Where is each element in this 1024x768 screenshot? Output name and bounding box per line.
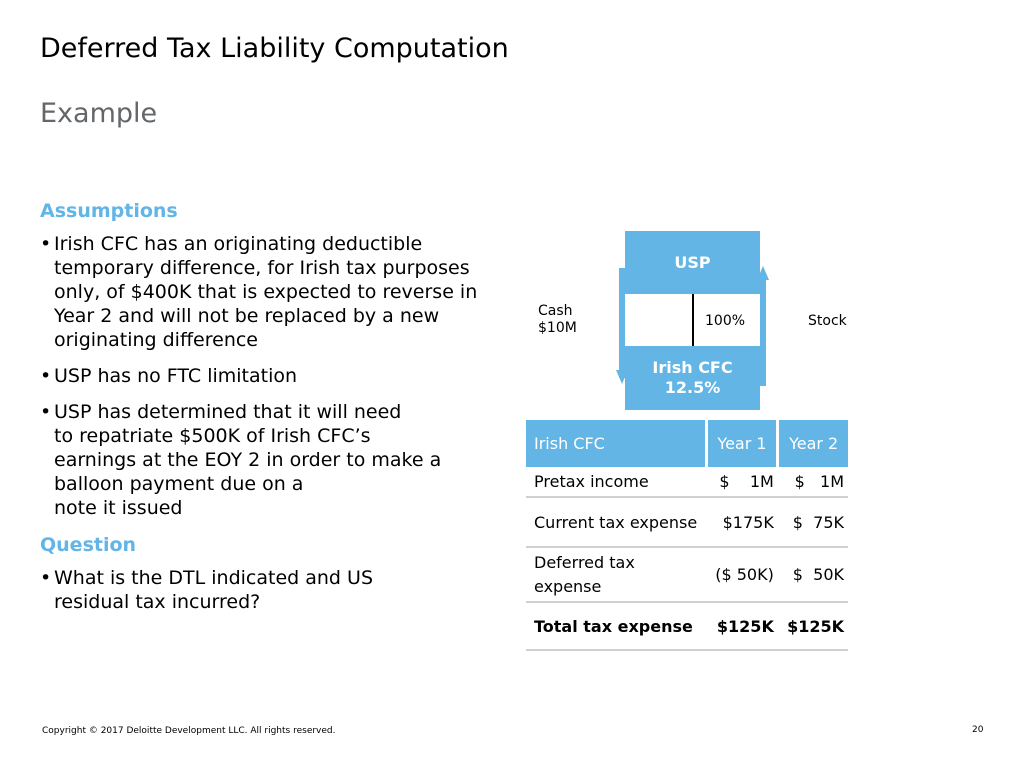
- bullet-line: • What is the DTL indicated and US: [54, 567, 374, 589]
- assumptions-panel: [40, 198, 480, 626]
- year1-value: $ 1M: [706, 467, 778, 497]
- row-label-line: expense: [534, 576, 602, 596]
- bullet-line: balloon payment due on a: [54, 473, 304, 495]
- cash-amount: $10M: [538, 320, 577, 336]
- bullet-line: only, of $400K that is expected to reverse in: [54, 281, 478, 303]
- question-heading: Question: [40, 534, 137, 556]
- bullet-line: • USP has determined that it will need: [54, 401, 402, 423]
- row-label: Current tax expense: [526, 497, 706, 547]
- column-header-entity: Irish CFC: [526, 420, 706, 467]
- cash-text: Cash: [538, 303, 573, 319]
- slide-subtitle: Example: [40, 98, 158, 129]
- stock-arrow-shaft: [760, 278, 766, 386]
- column-header-year2: Year 2: [778, 420, 848, 467]
- cfc-rate: 12.5%: [664, 378, 721, 397]
- slide-title: Deferred Tax Liability Computation: [40, 33, 509, 64]
- ownership-percent: 100%: [705, 313, 746, 329]
- bullet-line: Year 2 and will not be replaced by a new: [54, 305, 440, 327]
- year2-value: $ 50K: [778, 547, 848, 602]
- bullet-line: • Irish CFC has an originating deductible: [54, 233, 423, 255]
- tax-expense-table: [526, 420, 848, 651]
- assumption-bullet: [40, 232, 480, 352]
- bullet-line: originating difference: [54, 329, 258, 351]
- table-row: [526, 547, 848, 602]
- row-label: Total tax expense: [526, 602, 706, 650]
- cash-label: [538, 303, 577, 337]
- stock-label: Stock: [808, 313, 847, 329]
- usp-box: [625, 231, 760, 294]
- bullet-line: residual tax incurred?: [54, 591, 261, 613]
- table-row: [526, 467, 848, 497]
- cfc-name: Irish CFC: [652, 358, 733, 377]
- column-header-year1: Year 1: [706, 420, 778, 467]
- row-label: Pretax income: [526, 467, 706, 497]
- year1-value: $175K: [706, 497, 778, 547]
- bullet-line: note it issued: [54, 497, 183, 519]
- row-label: [526, 547, 706, 602]
- year1-value: $125K: [706, 602, 778, 650]
- table-header-row: [526, 420, 848, 467]
- year1-value: ($ 50K): [706, 547, 778, 602]
- copyright-footer: Copyright © 2017 Deloitte Development LLC. All rights reserved.: [42, 726, 336, 736]
- table-row-total: [526, 602, 848, 650]
- year2-value: $ 1M: [778, 467, 848, 497]
- assumption-bullet: [40, 400, 480, 520]
- row-label-line: Deferred tax: [534, 552, 635, 572]
- page-number: 20: [972, 725, 984, 735]
- assumptions-heading: Assumptions: [40, 200, 178, 222]
- question-bullet: [40, 566, 480, 614]
- irish-cfc-box: [625, 346, 760, 410]
- bullet-line: • USP has no FTC limitation: [54, 365, 298, 387]
- year2-value: $125K: [778, 602, 848, 650]
- bullet-line: temporary difference, for Irish tax purposes: [54, 257, 470, 279]
- year2-value: $ 75K: [778, 497, 848, 547]
- table-row: [526, 497, 848, 547]
- assumption-bullet: [40, 364, 480, 388]
- bullet-line: to repatriate $500K of Irish CFC’s: [54, 425, 371, 447]
- ownership-line: [692, 294, 694, 346]
- bullet-line: earnings at the EOY 2 in order to make a: [54, 449, 442, 471]
- ownership-diagram: [530, 228, 860, 418]
- usp-label: USP: [674, 253, 711, 272]
